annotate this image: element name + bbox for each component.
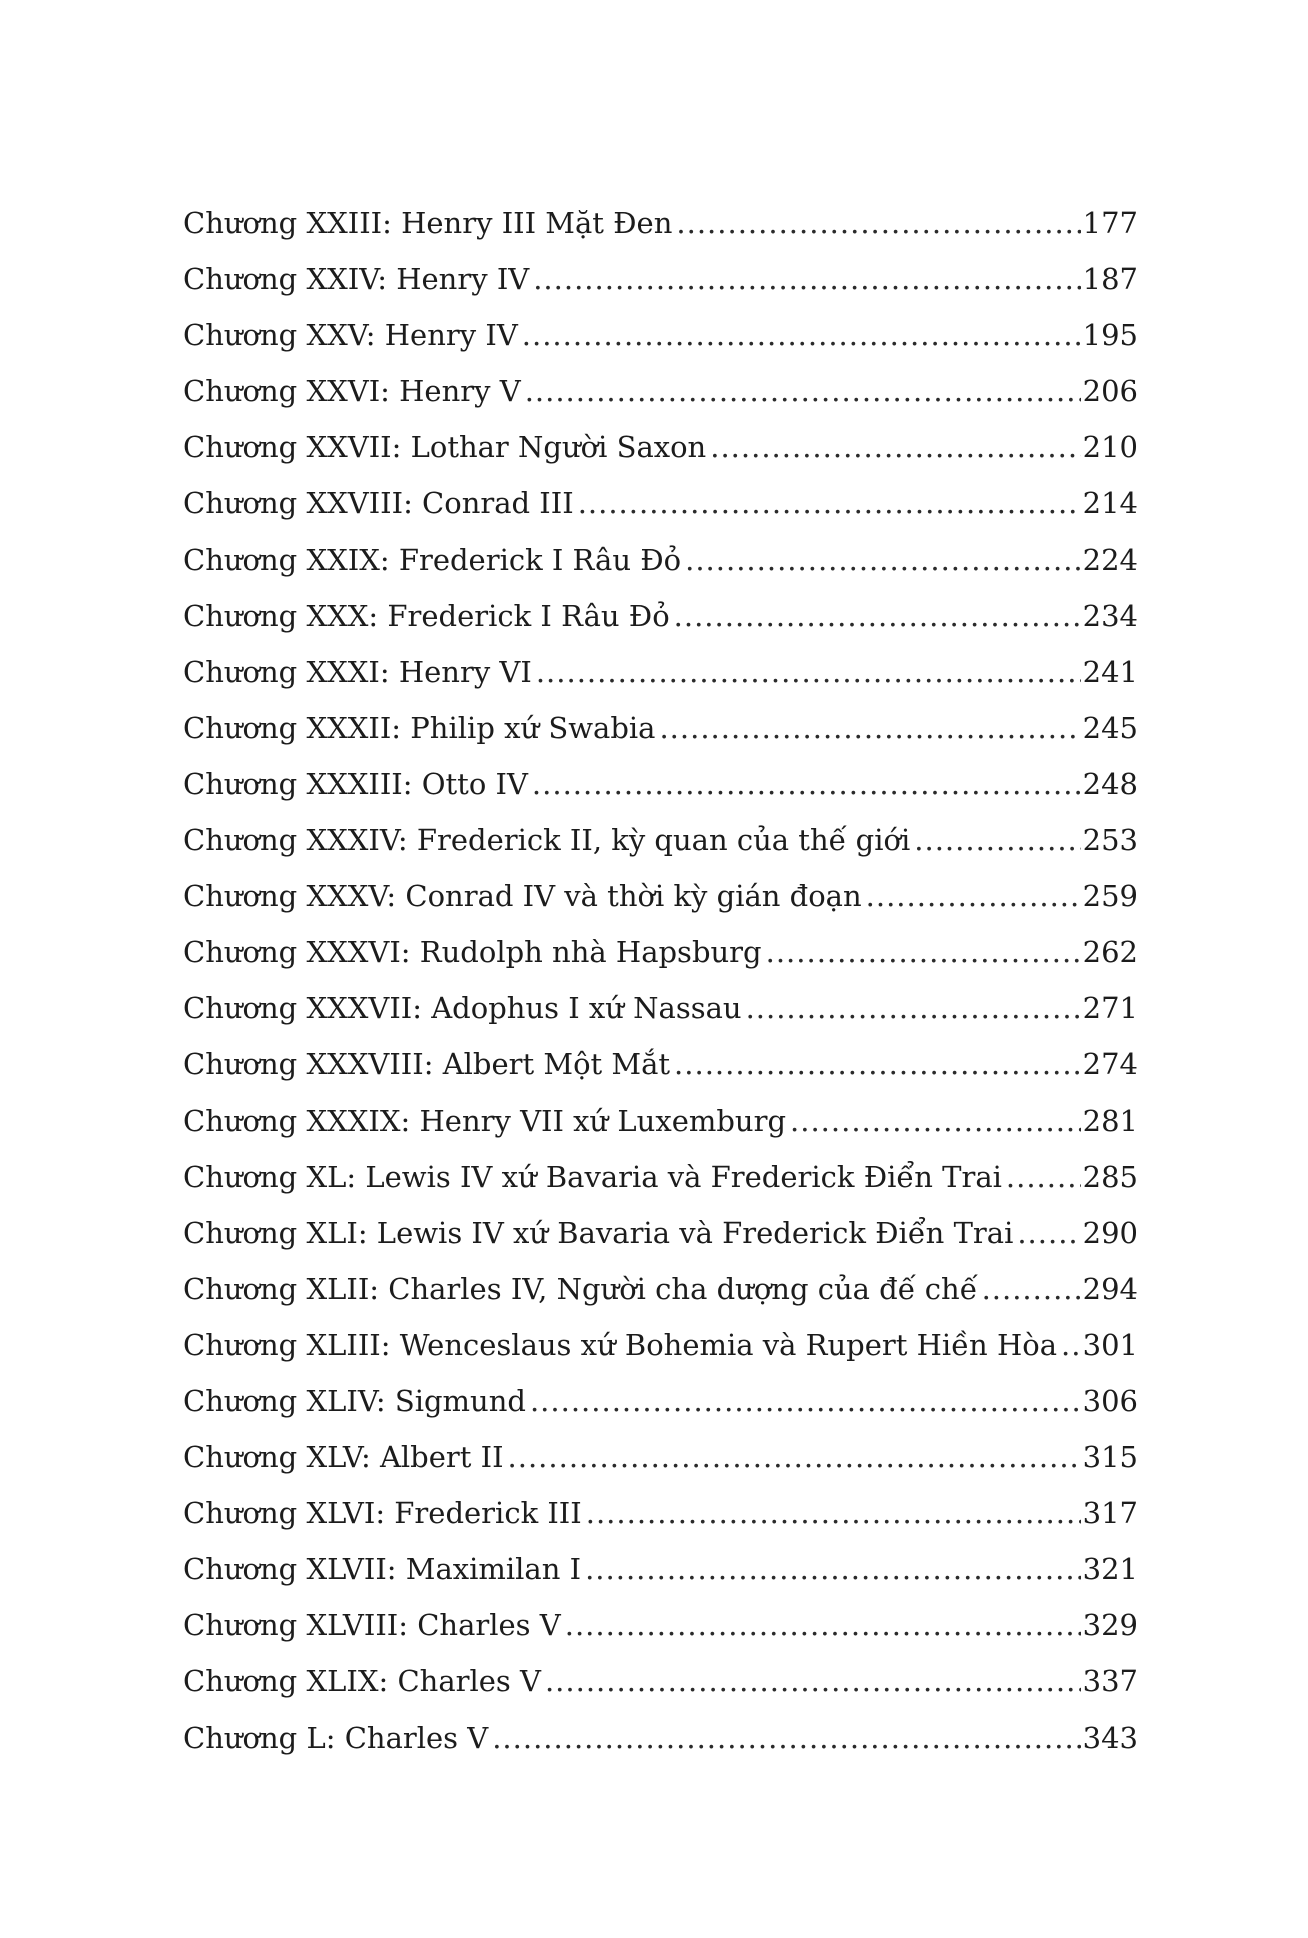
toc-entry-page: 234 xyxy=(1082,598,1138,633)
dot-leader xyxy=(532,767,1081,801)
toc-entry xyxy=(183,655,1138,711)
dot-leader xyxy=(492,1721,1080,1755)
toc-entry xyxy=(183,599,1138,655)
toc-entry-page: 206 xyxy=(1082,374,1138,409)
toc-entry xyxy=(183,543,1138,599)
toc-entry-title: Chương XLIX: Charles V xyxy=(183,1664,541,1699)
toc-entry-page: 262 xyxy=(1082,935,1138,970)
toc-entry-page: 224 xyxy=(1082,542,1138,577)
toc-entry-page: 294 xyxy=(1082,1271,1138,1306)
toc-entry-page: 241 xyxy=(1082,654,1138,689)
toc-entry-title: Chương XXXVII: Adophus I xứ Nassau xyxy=(183,991,742,1026)
toc-entry-title: Chương XXIV: Henry IV xyxy=(183,262,530,297)
dot-leader xyxy=(676,206,1080,240)
toc-entry-title: Chương XXVIII: Conrad III xyxy=(183,486,574,521)
toc-entry xyxy=(183,318,1138,374)
toc-entry-title: Chương XXXVIII: Albert Một Mắt xyxy=(183,1047,671,1082)
toc-entry xyxy=(183,1216,1138,1272)
toc-entry-page: 248 xyxy=(1082,766,1138,801)
toc-entry-page: 306 xyxy=(1082,1383,1138,1418)
toc-entry xyxy=(183,1721,1138,1777)
toc-entry-page: 245 xyxy=(1082,710,1138,745)
dot-leader xyxy=(685,543,1081,577)
toc-entry-title: Chương XXXII: Philip xứ Swabia xyxy=(183,710,656,745)
dot-leader xyxy=(1017,1216,1080,1250)
toc-entry xyxy=(183,767,1138,823)
dot-leader xyxy=(659,711,1080,745)
toc-entry-page: 187 xyxy=(1082,262,1138,297)
toc-entry-page: 343 xyxy=(1082,1720,1138,1755)
toc-entry xyxy=(183,1272,1138,1328)
toc-entry xyxy=(183,206,1138,262)
toc-entry-title: Chương XXVII: Lothar Người Saxon xyxy=(183,430,707,465)
toc-entry-page: 315 xyxy=(1082,1440,1138,1475)
toc-entry xyxy=(183,1384,1138,1440)
toc-entry-title: Chương XXXI: Henry VI xyxy=(183,654,532,689)
dot-leader xyxy=(982,1272,1081,1306)
dot-leader xyxy=(914,823,1080,857)
toc-entry-title: Chương XXV: Henry IV xyxy=(183,318,518,353)
toc-entry-title: Chương XXXIV: Frederick II, kỳ quan của thế giới xyxy=(183,823,911,858)
toc-entry-title: Chương XXIII: Henry III Mặt Đen xyxy=(183,206,673,240)
toc-entry xyxy=(183,374,1138,430)
dot-leader xyxy=(1061,1328,1081,1362)
toc-entry-title: Chương L: Charles V xyxy=(183,1720,489,1755)
dot-leader xyxy=(533,262,1080,296)
toc-entry-title: Chương XXXV: Conrad IV và thời kỳ gián đoạn xyxy=(183,879,862,914)
dot-leader xyxy=(578,486,1081,520)
toc-entry-page: 317 xyxy=(1082,1496,1138,1531)
toc-entry-title: Chương XLVI: Frederick III xyxy=(183,1496,582,1531)
dot-leader xyxy=(674,599,1081,633)
toc-entry-page: 274 xyxy=(1082,1047,1138,1082)
dot-leader xyxy=(522,318,1081,352)
toc-entry-title: Chương XLVIII: Charles V xyxy=(183,1608,561,1643)
toc-entry xyxy=(183,1664,1138,1720)
toc-entry xyxy=(183,1440,1138,1496)
toc-entry-page: 290 xyxy=(1082,1215,1138,1250)
toc-entry-title: Chương XXXIII: Otto IV xyxy=(183,766,528,801)
dot-leader xyxy=(674,1047,1081,1081)
toc-entry xyxy=(183,486,1138,542)
toc-entry-page: 177 xyxy=(1082,206,1138,240)
toc-entry xyxy=(183,1552,1138,1608)
dot-leader xyxy=(710,430,1080,464)
toc-entry-page: 281 xyxy=(1082,1103,1138,1138)
toc-entry-title: Chương XXXIX: Henry VII xứ Luxemburg xyxy=(183,1103,787,1138)
toc-entry-page: 285 xyxy=(1082,1159,1138,1194)
dot-leader xyxy=(536,655,1081,689)
toc-entry-page: 301 xyxy=(1082,1327,1138,1362)
toc-entry-title: Chương XL: Lewis IV xứ Bavaria và Frederick Điển Trai xyxy=(183,1159,1002,1194)
toc-entry xyxy=(183,1047,1138,1103)
toc-entry-page: 253 xyxy=(1082,823,1138,858)
dot-leader xyxy=(545,1664,1081,1698)
toc-entry xyxy=(183,823,1138,879)
toc-entry xyxy=(183,991,1138,1047)
toc-entry-page: 214 xyxy=(1082,486,1138,521)
toc-entry-title: Chương XXXVI: Rudolph nhà Hapsburg xyxy=(183,935,762,970)
dot-leader xyxy=(790,1104,1081,1138)
toc-entry-title: Chương XLIV: Sigmund xyxy=(183,1383,526,1418)
dot-leader xyxy=(530,1384,1081,1418)
toc-entry xyxy=(183,935,1138,991)
toc-entry-title: Chương XXIX: Frederick I Râu Đỏ xyxy=(183,542,682,577)
table-of-contents xyxy=(183,206,1138,1777)
toc-entry xyxy=(183,1328,1138,1384)
toc-entry xyxy=(183,1104,1138,1160)
dot-leader xyxy=(586,1496,1081,1530)
dot-leader xyxy=(866,879,1081,913)
toc-entry-title: Chương XLII: Charles IV, Người cha dượng của đế chế xyxy=(183,1271,978,1306)
toc-entry-page: 271 xyxy=(1082,991,1138,1026)
toc-entry-page: 210 xyxy=(1082,430,1138,465)
dot-leader xyxy=(565,1608,1081,1642)
toc-entry xyxy=(183,1608,1138,1664)
toc-entry-page: 259 xyxy=(1082,879,1138,914)
toc-entry xyxy=(183,262,1138,318)
toc-entry-page: 195 xyxy=(1082,318,1138,353)
toc-entry-title: Chương XXVI: Henry V xyxy=(183,374,521,409)
toc-entry-page: 321 xyxy=(1082,1552,1138,1587)
dot-leader xyxy=(1006,1160,1081,1194)
toc-entry xyxy=(183,1160,1138,1216)
toc-entry xyxy=(183,1496,1138,1552)
dot-leader xyxy=(746,991,1081,1025)
dot-leader xyxy=(508,1440,1081,1474)
toc-entry-title: Chương XLI: Lewis IV xứ Bavaria và Frederick Điển Trai xyxy=(183,1215,1014,1250)
toc-entry-title: Chương XXX: Frederick I Râu Đỏ xyxy=(183,598,670,633)
toc-entry xyxy=(183,711,1138,767)
dot-leader xyxy=(585,1552,1081,1586)
toc-entry-title: Chương XLIII: Wenceslaus xứ Bohemia và Rupert Hiền Hòa xyxy=(183,1327,1057,1362)
toc-entry xyxy=(183,879,1138,935)
toc-entry-page: 329 xyxy=(1082,1608,1138,1643)
toc-entry-page: 337 xyxy=(1082,1664,1138,1699)
toc-entry-title: Chương XLVII: Maximilan I xyxy=(183,1552,582,1587)
toc-entry-title: Chương XLV: Albert II xyxy=(183,1440,504,1475)
toc-entry xyxy=(183,430,1138,486)
dot-leader xyxy=(525,374,1081,408)
dot-leader xyxy=(766,935,1081,969)
